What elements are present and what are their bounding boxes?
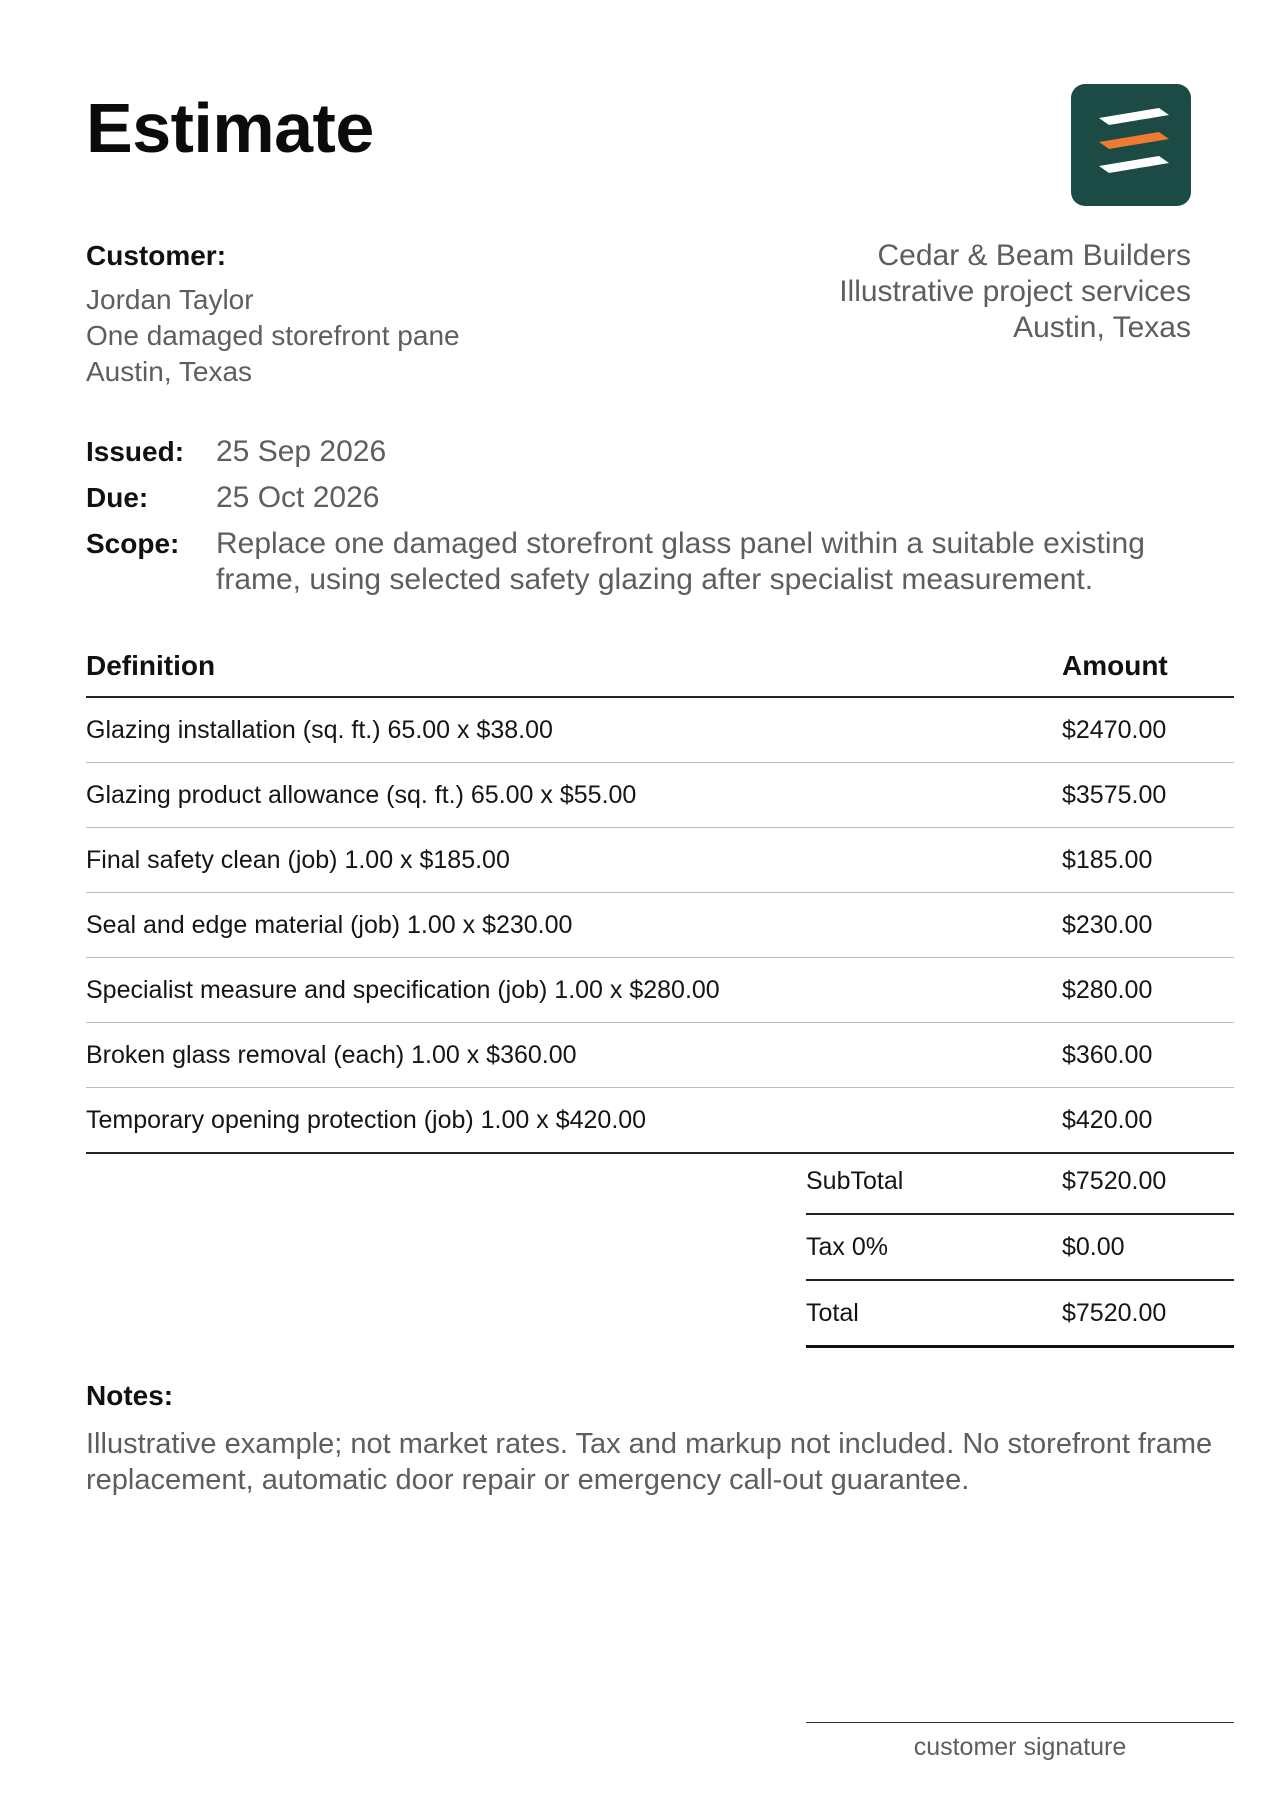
table-header [86,650,1234,698]
item-definition: Seal and edge material (job) 1.00 x $230.00 [86,910,573,939]
scope-text: Replace one damaged storefront glass panel within a suitable existing frame, using selected safety glazing after specialist measurement. [216,527,1145,596]
company-block [671,238,1191,346]
item-amount: $230.00 [1062,910,1153,939]
table-row [86,1088,1234,1154]
company-name: Cedar & Beam Builders [877,239,1191,272]
item-amount: $3575.00 [1062,780,1167,809]
issued-row [86,434,1196,470]
document-title: Estimate [86,89,374,167]
scope-label: Scope: [86,528,180,559]
totals-block [806,1149,1234,1348]
notes-label: Notes: [86,1380,174,1411]
customer-location: Austin, Texas [86,356,253,387]
tax-row [806,1215,1234,1281]
customer-name: Jordan Taylor [86,284,254,315]
total-label: Total [806,1298,859,1327]
item-amount: $185.00 [1062,845,1153,874]
table-row [86,828,1234,893]
table-row [86,698,1234,763]
amount-header: Amount [1062,650,1168,681]
item-amount: $420.00 [1062,1105,1153,1134]
due-row [86,480,1196,516]
company-location: Austin, Texas [1013,311,1191,344]
customer-signature-line [806,1722,1234,1762]
signature-label: customer signature [913,1733,1127,1761]
company-tagline: Illustrative project services [839,275,1191,308]
item-definition: Final safety clean (job) 1.00 x $185.00 [86,845,510,874]
estimate-meta [86,434,1196,608]
item-definition: Temporary opening protection (job) 1.00 x $420.00 [86,1105,647,1134]
issued-label: Issued: [86,436,185,467]
total-row [806,1281,1234,1348]
item-amount: $280.00 [1062,975,1153,1004]
item-definition: Broken glass removal (each) 1.00 x $360.00 [86,1040,577,1069]
table-row [86,893,1234,958]
subtotal-row [806,1149,1234,1215]
item-definition: Glazing installation (sq. ft.) 65.00 x $38.00 [86,715,553,744]
customer-description: One damaged storefront pane [86,320,460,351]
item-definition: Specialist measure and specification (job) 1.00 x $280.00 [86,975,720,1004]
customer-block [86,238,646,390]
item-amount: $2470.00 [1062,715,1167,744]
total-value: $7520.00 [1062,1298,1167,1327]
line-items-table [86,650,1234,1154]
scope-row [86,526,1196,598]
table-row [86,1023,1234,1088]
definition-header: Definition [86,650,216,681]
customer-label: Customer: [86,240,227,271]
item-amount: $360.00 [1062,1040,1153,1069]
tax-label: Tax 0% [806,1232,888,1261]
table-row [86,763,1234,828]
table-row [86,958,1234,1023]
due-label: Due: [86,482,149,513]
due-date: 25 Oct 2026 [216,481,380,514]
issued-date: 25 Sep 2026 [216,435,387,468]
item-definition: Glazing product allowance (sq. ft.) 65.00 x $55.00 [86,780,637,809]
tax-value: $0.00 [1062,1232,1125,1261]
notes-block [86,1380,1216,1498]
company-logo-icon [1071,84,1191,206]
subtotal-value: $7520.00 [1062,1166,1167,1195]
subtotal-label: SubTotal [806,1166,904,1195]
notes-text: Illustrative example; not market rates. Tax and markup not included. No storefront frame replacement, automatic door repair or emergency call-out guarantee. [86,1428,1213,1496]
